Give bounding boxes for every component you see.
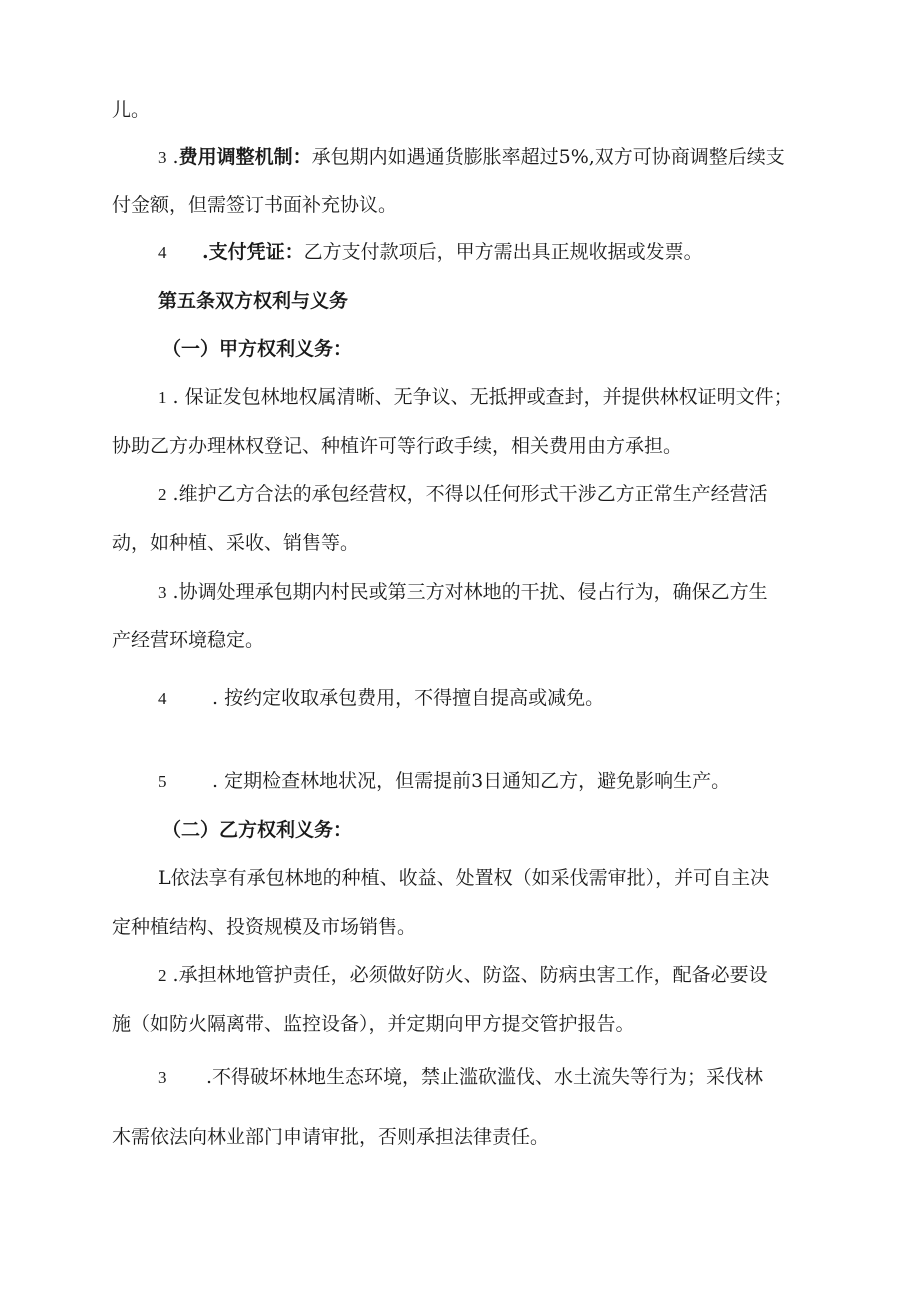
text-line-20: [112, 1125, 549, 1149]
item-number: 2: [158, 485, 167, 504]
party-a-item-3: [158, 580, 768, 605]
item-number: 3: [158, 148, 167, 167]
line-text: 施（如防火隔离带、监控设备），并定期向甲方提交管护报告。: [112, 1013, 635, 1035]
clause-heading: .支付凭证：: [202, 241, 304, 263]
text-line-0: [112, 98, 150, 122]
item-text: .承担林地管护责任，必须做好防火、防盗、防病虫害工作，配备必要设: [166, 964, 768, 986]
party-b-item-3: [158, 1065, 763, 1090]
article-title: 第五条双方权利与义务: [158, 290, 349, 312]
party-a-item-5: [158, 769, 730, 794]
item-text: L依法享有承包林地的种植、收益、处置权（如采伐需审批），并可自主决: [158, 867, 770, 889]
item-text: .维护乙方合法的承包经营权，不得以任何形式干涉乙方正常生产经营活: [166, 483, 768, 505]
line-text: 儿。: [112, 99, 151, 121]
party-b-item-2: [158, 963, 768, 988]
line-text: 产经营环境稳定。: [112, 629, 265, 651]
section-2-heading: [162, 818, 352, 842]
item-number: 3: [158, 583, 167, 602]
text-line-11: [112, 628, 264, 652]
party-a-item-2: [158, 482, 768, 507]
text-line-16: [112, 915, 416, 939]
clause-heading: 费用调整机制：: [178, 146, 312, 168]
item-text: . 定期检查林地状况，但需提前3日通知乙方，避免影响生产。: [212, 770, 731, 792]
item-number: 4: [158, 689, 167, 708]
party-b-item-1: [158, 866, 769, 890]
clause-4-payment-voucher: [158, 240, 703, 265]
text-line-2: [112, 193, 397, 217]
section-title: （一）甲方权利义务：: [162, 338, 353, 360]
text-line-18: [112, 1012, 635, 1036]
section-1-heading: [162, 337, 352, 361]
line-text: 木需依法向林业部门申请审批，否则承担法律责任。: [112, 1126, 550, 1148]
clause-text: 乙方支付款项后，甲方需出具正规收据或发票。: [303, 241, 703, 263]
item-number: 4: [158, 243, 167, 262]
item-text: .协调处理承包期内村民或第三方对林地的干扰、侵占行为，确保乙方生: [166, 581, 768, 603]
item-lead: .: [166, 146, 179, 168]
clause-3-cost-adjustment: [158, 145, 785, 170]
item-text: .不得破坏林地生态环境，禁止滥砍滥伐、水土流失等行为；采伐林: [206, 1066, 764, 1088]
line-text: 定种植结构、投资规模及市场销售。: [112, 916, 417, 938]
item-number: 5: [158, 772, 167, 791]
party-a-item-4: [158, 686, 604, 711]
text-line-9: [112, 531, 359, 555]
line-text: 付金额，但需签订书面补充协议。: [112, 194, 398, 216]
item-number: 1: [158, 388, 167, 407]
clause-text: 承包期内如遇通货膨胀率超过5%,双方可协商调整后续支: [311, 146, 785, 168]
line-text: 动，如种植、采收、销售等。: [112, 532, 360, 554]
article-5-heading: [158, 289, 348, 313]
item-number: 3: [158, 1068, 167, 1087]
line-text: 协助乙方办理林权登记、种植许可等行政手续，相关费用由方承担。: [112, 435, 683, 457]
party-a-item-1: [158, 385, 793, 410]
text-line-7: [112, 434, 682, 458]
item-text: . 按约定收取承包费用，不得擅自提高或减免。: [212, 687, 605, 709]
item-number: 2: [158, 966, 167, 985]
section-title: （二）乙方权利义务：: [162, 819, 353, 841]
item-text: . 保证发包林地权属清晰、无争议、无抵押或查封，并提供林权证明文件；: [166, 386, 793, 408]
